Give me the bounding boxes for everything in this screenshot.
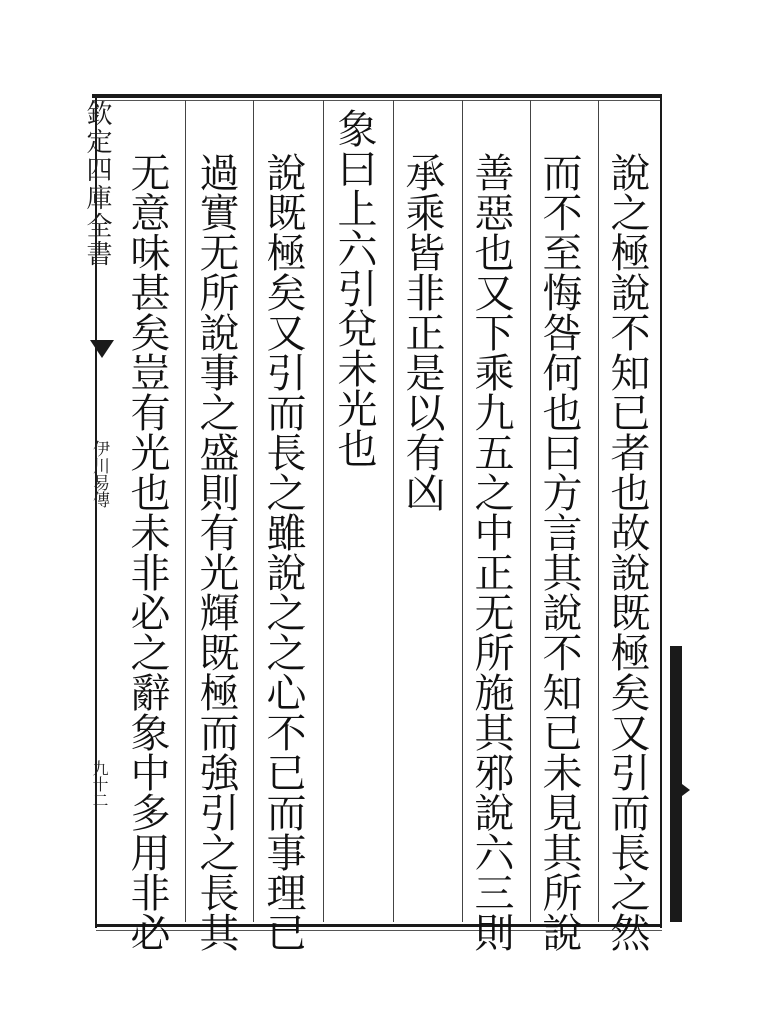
text-column-4: 承乘皆非正是以有凶 [399,152,445,512]
frame-top-thin-rule [92,100,662,101]
fishtail-mark [90,340,114,358]
text-column-7: 過實无所說事之盛則有光輝既極而強引之長其 [193,152,239,952]
book-title: 欽定四庫全書 [82,100,112,268]
page-edge-shadow [670,646,682,922]
page-edge-arrow [682,784,690,796]
frame-top-rule [92,94,662,98]
text-column-1: 說之極說不知已者也故說既極矣又引而長之然 [604,152,650,952]
text-column-5: 象曰上六引兌未光也 [331,108,377,468]
text-column-6: 說既極矣又引而長之雖說之之心不已而事理已 [260,152,306,952]
book-subtitle: 伊川易傳 [89,440,109,508]
text-column-3: 善惡也又下乘九五之中正无所施其邪說六三則 [468,152,514,952]
frame-right-rule [660,96,662,928]
text-column-2: 而不至悔咎何也曰方言其說不知已未見其所說 [536,152,582,952]
text-column-8: 无意味甚矣豈有光也未非必之辭象中多用非必 [124,152,170,952]
page-number: 九十二 [90,760,109,808]
